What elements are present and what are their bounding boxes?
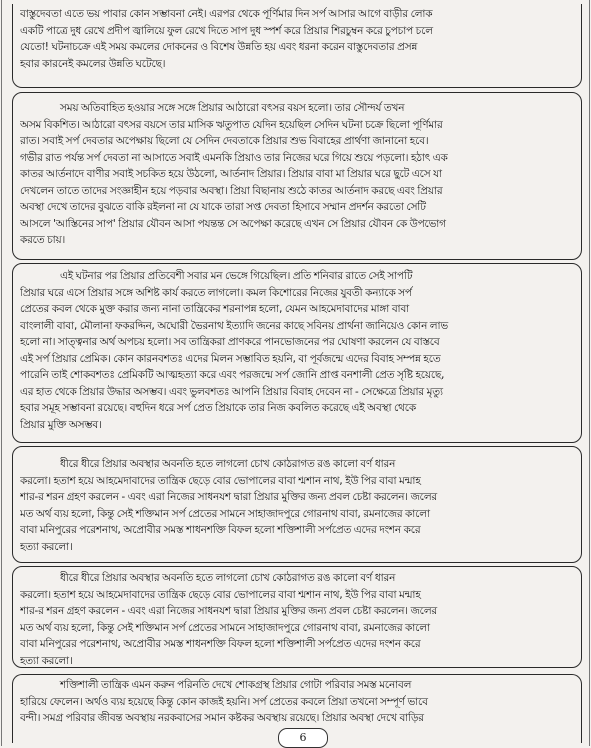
text-line: শক্তিশালী তান্ত্রিক এমন করুন পরিনতি দেখে শোকগ্রস্থ প্রিয়ার গোটা পরিবার সমস্ত মনোবল: [60, 679, 412, 691]
text-line: সময় অতিবাহিত হওয়ার সঙ্গে সঙ্গে প্রিয়ার আঠারো বৎসর বয়স হলো। তার সৌন্দর্য তখন: [60, 102, 405, 114]
text-line: গভীর রাত পর্যন্ত সর্প দেবতা না আসাতে সবাই এমনকি প্রিয়াও তার নিজের ঘরে গিয়ে শুয়ে পড়লো। হঠাৎ এক: [20, 151, 448, 164]
text-line: করলো। হতাশ হয়ে আহমেদাবাদের তান্ত্রিক ছেড়ে বোর ভোপালের বাবা শ্মশান নাথ, ইউ পির বাবা মন্মাহ: [20, 588, 421, 601]
text-line: কাতর আর্তনাদে বাণীর সবাই সচকিত হয়ে উঠলো, আর্তনাদ প্রিয়ার। প্রিয়ার বাবা মা প্রিয়ার ঘরে ছুটে এসে যা: [20, 168, 442, 180]
text-line: এই সর্প প্রিয়ার প্রেমিক। কোন কারনবশতঃ এদের মিলন সম্ভাবিত হয়নি, বা পূর্বজন্মে এদের বিবাহ সম্পন্ন হতে: [20, 352, 441, 365]
text-line: বন্দী। সমগ্র পরিবার জীবন্ত অবস্থায় নরকবাসের সমান কষ্টকর অবস্থায় রয়েছে। প্রিয়ার অবস্থা দেখে বাড়ির: [20, 712, 424, 724]
text-line: করতে চায়।: [20, 234, 66, 246]
text-line: হলো না। সাত্ত্বনার অর্থ অপচয় হলো। সব তান্ত্রিকরা প্রাণকরে পানভোজনের পর ঘোষণা করলেন যে বাস্তবে: [20, 336, 440, 348]
text-line: হত্যা করলো।: [20, 540, 73, 553]
text-line: আসলে 'আস্তিনের সাপ' প্রিয়ার যৌবন আসা পযন্তন্ত সে অপেক্ষা করেছে এখন সে প্রিয়ার যৌবন কে উপভোগ: [20, 217, 446, 230]
text-line: প্রিয়ার ঘরে এসে প্রিয়ার সঙ্গে অশিষ্ট কার্য করতে লাগলো। কমল কিশোরের নিজের যুবতী কন্যাকে সর্প: [20, 286, 412, 299]
text-line: রাত। সবাই সর্প দেবতার অপেক্ষায় ছিলো যে সেদিন দেবতাকে প্রিয়ার শুভ বিবাহের প্রার্থণা জানানো হবে।: [20, 135, 429, 147]
text-line: অসম বিকশিত। আঠারো বৎসর বয়সে তার মাসিক ঋতুপাত যেদিন হয়েছিল সেদিন ঘটনা চক্রে ছিলো পূর্ণিমার: [20, 118, 443, 131]
text-line: শার-র শরন গ্রহণ করলেন - এবং এরা নিজের সাধনযশ দ্বারা প্রিয়ার মুক্তির জন্য প্রবল চেষ্টা করলেন। জলের: [20, 491, 437, 503]
text-line: এই ঘটনার পর প্রিয়ার প্রতিবেশী সবার মন ভেঙ্গে গিয়েছিল। প্রতি শনিবার রাতে সেই সাপটি: [60, 270, 413, 282]
text-line: যেতো! ঘটনাচক্রে এই সময় কমলের দোকনের ও বিশেষ উন্নতি হয় এবং ধরনা করেন বাস্তুদেবতার প্রসন্ন: [20, 41, 418, 53]
scan-edge-right: [589, 0, 590, 746]
text-line: হারিয়ে ফেলেন। অর্থও ব্যয় হয়েছে কিন্তু কোন কাজই হয়নি। সর্প প্রেতের কবলে প্রিয়া তখনো সম্পূর্ণ ভাবে: [20, 695, 428, 708]
text-line: অবস্থা দেখে তাদের বুঝতে বাকি রইলনা না যে যাকে তারা সপ্ত দেবতা হিসাবে সম্মান প্রদর্শন করতো সেটি: [20, 201, 426, 213]
paragraph-3: [20, 268, 576, 433]
magazine-page: [6, 4, 585, 742]
page-number: 6: [278, 728, 328, 748]
text-line: পারেনি তাই শোকবশতঃ প্রেমিকটি আত্মহত্যা করে এবং পরজন্মে সর্প জোনি প্রাপ্ত বনশালী প্রেত সৃষ্টি হয়েছে,: [20, 369, 445, 381]
text-line: করলো। হতাশ হয়ে আহমেদাবাদের তান্ত্রিক ছেড়ে বোর ভোপালের বাবা শ্মশান নাথ, ইউ পির বাবা মন্মাহ: [20, 474, 421, 487]
scan-edge-left: [1, 0, 2, 746]
text-line: হবার কারনেই কমলের উন্নতি ঘটেছে।: [20, 57, 166, 70]
text-line: মত অর্থ ব্যয় হলো, কিন্তু সেই শক্তিমান সর্প প্রেতের সামনে সাহাজাদপুরে গোরনাথ বাবা, রমনাজের কালো: [20, 621, 430, 634]
text-line: শার-র শরন গ্রহণ করলেন - এবং এরা নিজের সাধনযশ দ্বারা প্রিয়ার মুক্তির জন্য প্রবল চেষ্টা করলেন। জলের: [20, 605, 437, 617]
text-line: প্রেতের কবল থেকে মুক্ত করার জন্য নানা তান্ত্রিকের শরনাপন্ন হলো, যেমন আহমেদাবাদের মাঙ্গা বাবা: [20, 303, 410, 315]
text-line: হবার সমূহ সম্ভাবনা রয়েছে। বহুদিন ধরে সর্প প্রেত প্রিয়াকে তার নিজ কবলিত করেছে এই অবস্থা থেকে: [20, 402, 416, 414]
paragraph-5: [20, 570, 576, 669]
text-line: ধীরে ধীরে প্রিয়ার অবস্থার অবনতি হতে লাগলো চোখ কোঠরাগত রঙ কালো বর্ণ ধারন: [60, 458, 396, 470]
paragraph-2: [20, 100, 576, 249]
text-line: মত অর্থ ব্যয় হলো, কিন্তু সেই শক্তিমান সর্প প্রেতের সামনে সাহাজাদপুরে গোরনাথ বাবা, রমনাজের কালো: [20, 507, 430, 520]
text-line: বাবা মনিপুরের পরেশনাথ, অপ্রোবীর সমস্ত শাধনশক্তি বিফল হলো শক্তিশালী সর্পপ্রেত এদের দংশন করে: [20, 638, 421, 650]
paragraph-1: [20, 6, 576, 72]
text-line: বাংলালী বাবা, মৌলানা ফকরদ্দিন, অঘোরী ভৈরনাথ ইত্যাদি জনের কাছে সবিনয় প্রার্থনা জানিয়েও কোন লাভ: [20, 319, 448, 332]
text-line: হত্যা করলো।: [20, 654, 73, 667]
text-line: এর হাত থেকে প্রিয়ার উদ্ধার অসম্ভব। এবং ভুলবশতঃ আপনি প্রিয়ার বিবাহ দেবেন না - সেক্ষেত্রে প্রিয়ার মৃত্যু: [20, 385, 443, 398]
text-line: ধীরে ধীরে প্রিয়ার অবস্থার অবনতি হতে লাগলো চোখ কোঠরাগত রঙ কালো বর্ণ ধারন: [60, 572, 396, 584]
text-line: বাস্তুদেবতা এতে ভয় পাবার কোন সম্ভাবনা নেই। এরপর থেকে পূর্ণিমার দিন সর্প আসার আগে বাড়ীর লোক: [20, 8, 433, 20]
text-line: বাবা মনিপুরের পরেশনাথ, অপ্রোবীর সমস্ত শাধনশক্তি বিফল হলো শক্তিশালী সর্পপ্রেত এদের দংশন করে: [20, 524, 421, 536]
text-line: দেখলেন তাতে তাদের সংজ্ঞাহীন হয়ে পড়বার অবস্থা। প্রিয়া বিছানায় শুঠে কাতর আর্তনাদ করছে এবং প্রিয়ার: [20, 184, 443, 197]
text-line: প্রিয়ার মুক্তি অসম্ভব।: [20, 418, 102, 431]
text-line: একটি পাত্রে দুধ রেখে প্রদীপ জ্বালিয়ে ফুল রেখে দিতে সাপ দুধ স্পর্শ করে প্রিয়ার শিরচুম্বন করে চুপচাপ চলে: [20, 24, 433, 37]
paragraph-4: [20, 456, 576, 555]
paragraph-6: [20, 677, 576, 727]
